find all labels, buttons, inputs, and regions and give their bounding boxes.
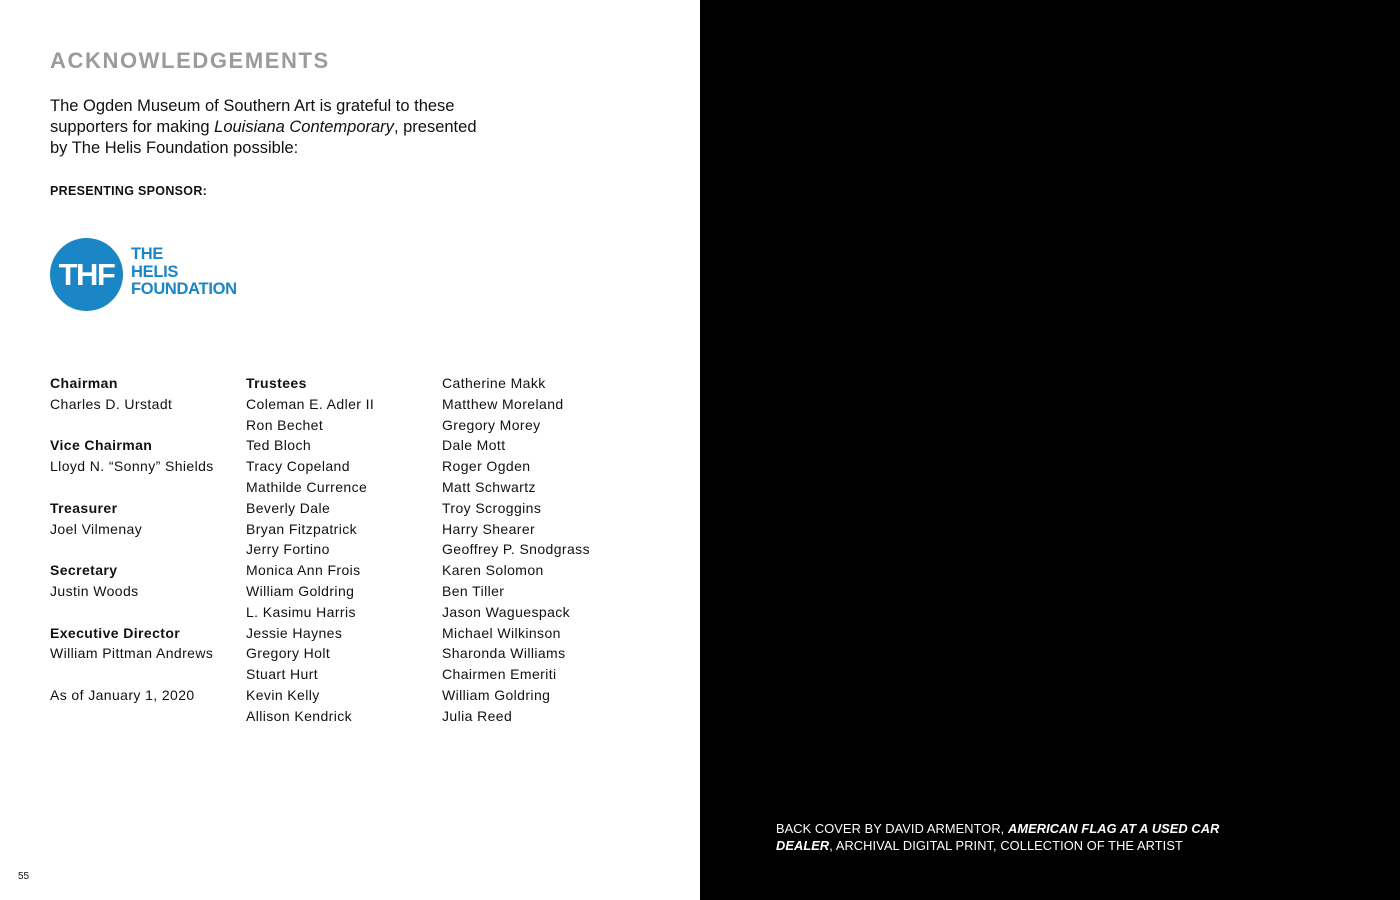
trustee-name: Jerry Fortino xyxy=(246,541,330,558)
as-of-date: As of January 1, 2020 xyxy=(50,686,195,703)
spacer xyxy=(50,602,240,623)
trustee-name: Geoffrey P. Snodgrass xyxy=(442,541,590,558)
trustee-name: Sharonda Williams xyxy=(442,645,566,662)
trustee-name: Mathilde Currence xyxy=(246,478,368,495)
trustee-name: Matthew Moreland xyxy=(442,395,564,412)
artwork-title: AMERICAN FLAG AT A USED CAR DEALER xyxy=(776,821,1220,853)
trustee-name: Coleman E. Adler II xyxy=(246,395,375,412)
trustee-name: Matt Schwartz xyxy=(442,478,536,495)
executive-director-title: Executive Director xyxy=(50,624,181,641)
trustee-name: Ted Bloch xyxy=(246,437,312,454)
spacer xyxy=(50,664,240,685)
exhibition-title: Louisiana Contemporary xyxy=(214,118,394,136)
secretary-title: Secretary xyxy=(50,562,118,579)
logo-line-1: THE xyxy=(131,245,164,263)
trustee-name: Ben Tiller xyxy=(442,582,505,599)
trustee-name: Catherine Makk xyxy=(442,375,546,391)
chairmen-emeriti-label: Chairmen Emeriti xyxy=(442,666,557,683)
trustee-name: Julia Reed xyxy=(442,707,513,724)
spacer xyxy=(50,539,240,560)
trustee-name: William Goldring xyxy=(246,582,355,599)
logo-wordmark xyxy=(131,246,237,299)
spacer xyxy=(50,477,240,498)
secretary-name: Justin Woods xyxy=(50,582,139,599)
trustee-name: L. Kasimu Harris xyxy=(246,603,356,620)
intro-paragraph xyxy=(50,96,490,159)
trustee-name: Roger Ogden xyxy=(442,458,531,475)
chairman-title: Chairman xyxy=(50,375,118,391)
intro-text-start: The Ogden Museum of Southern Art is grateful to these supporters for making xyxy=(50,97,455,136)
page-heading: ACKNOWLEDGEMENTS xyxy=(50,48,330,73)
back-cover-caption xyxy=(776,820,1246,854)
trustee-name: Michael Wilkinson xyxy=(442,624,561,641)
page-number: 55 xyxy=(18,871,30,882)
logo-line-3: FOUNDATION xyxy=(131,280,237,298)
logo-circle: THF xyxy=(50,238,123,311)
trustee-name: William Goldring xyxy=(442,686,551,703)
executive-director-name: William Pittman Andrews xyxy=(50,645,214,662)
trustee-name: Gregory Morey xyxy=(442,416,541,433)
trustee-name: Troy Scroggins xyxy=(442,499,542,516)
caption-prefix: BACK COVER BY DAVID ARMENTOR, xyxy=(776,821,1008,836)
chairman-name: Charles D. Urstadt xyxy=(50,395,173,412)
trustee-name: Dale Mott xyxy=(442,437,506,454)
trustee-name: Allison Kendrick xyxy=(246,707,352,724)
trustee-name: Jessie Haynes xyxy=(246,624,343,641)
trustee-name: Stuart Hurt xyxy=(246,666,319,683)
intro-text-end: , presented by The Helis Foundation possible: xyxy=(50,118,477,157)
trustees-column-1 xyxy=(246,373,436,727)
trustee-name: Ron Bechet xyxy=(246,416,324,433)
trustees-title: Trustees xyxy=(246,375,307,391)
helis-foundation-logo xyxy=(50,238,250,312)
vice-chairman-title: Vice Chairman xyxy=(50,437,153,454)
presenting-sponsor-label: PRESENTING SPONSOR: xyxy=(50,184,208,198)
trustee-name: Monica Ann Frois xyxy=(246,562,361,579)
trustee-name: Karen Solomon xyxy=(442,562,544,579)
spacer xyxy=(50,415,240,436)
vice-chairman-name: Lloyd N. “Sonny” Shields xyxy=(50,458,214,475)
treasurer-name: Joel Vilmenay xyxy=(50,520,143,537)
caption-suffix: , ARCHIVAL DIGITAL PRINT, COLLECTION OF THE ARTIST xyxy=(829,838,1183,853)
trustee-name: Tracy Copeland xyxy=(246,458,350,475)
treasurer-title: Treasurer xyxy=(50,499,118,516)
right-page-black xyxy=(700,0,1400,900)
trustee-name: Kevin Kelly xyxy=(246,686,320,703)
trustee-name: Bryan Fitzpatrick xyxy=(246,520,358,537)
officers-column xyxy=(50,373,240,706)
trustee-name: Gregory Holt xyxy=(246,645,331,662)
trustee-name: Jason Waguespack xyxy=(442,603,571,620)
logo-line-2: HELIS xyxy=(131,262,179,281)
trustee-name: Beverly Dale xyxy=(246,499,331,516)
trustees-column-2 xyxy=(442,373,642,727)
trustee-name: Harry Shearer xyxy=(442,520,536,537)
